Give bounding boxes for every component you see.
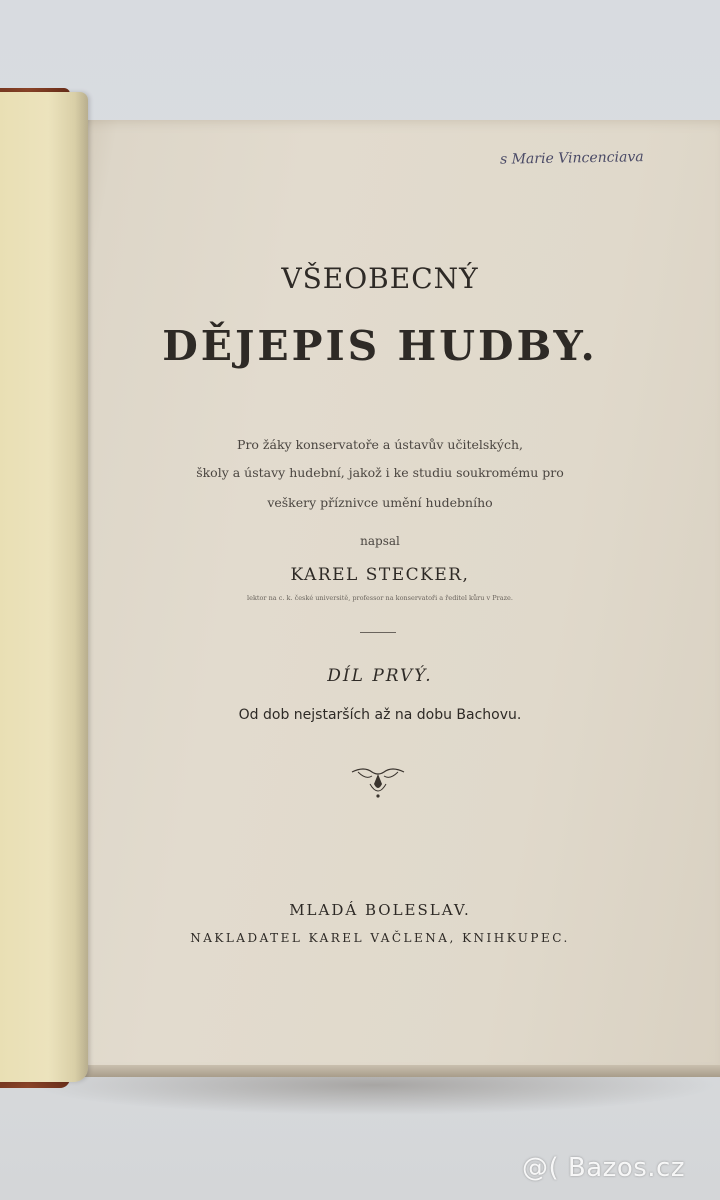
napsal-label: napsal (360, 534, 400, 548)
publication-place: MLADÁ BOLESLAV. (289, 901, 471, 919)
left-page (0, 92, 88, 1082)
title-line-2: DĚJEPIS HUDBY. (162, 322, 598, 370)
author-name: KAREL STECKER, (290, 565, 470, 585)
ornament-icon (348, 762, 408, 802)
subtitle-line-3: veškery příznivce umění hudebního (267, 495, 493, 510)
page-stack-edge (70, 1065, 720, 1077)
divider-rule (360, 632, 396, 633)
title-line-1: VŠEOBECNÝ (281, 262, 479, 295)
publisher-line: NAKLADATEL KAREL VAČLENA, KNIHKUPEC. (190, 931, 570, 945)
watermark-text: @( Bazos.cz (522, 1153, 685, 1183)
subtitle-line-1: Pro žáky konservatoře a ústavův učitelských, (237, 437, 523, 452)
author-credentials: lektor na c. k. české universitě, professor na konservatoři a ředitel kůru v Praze. (247, 594, 513, 602)
part-subtitle: Od dob nejstarších až na dobu Bachovu. (238, 707, 522, 723)
handwritten-inscription: s Marie Vincenciava (499, 149, 644, 168)
subtitle-line-2: školy a ústavy hudební, jakož i ke studiu soukromému pro (196, 465, 564, 480)
part-label: DÍL PRVÝ. (327, 666, 433, 686)
